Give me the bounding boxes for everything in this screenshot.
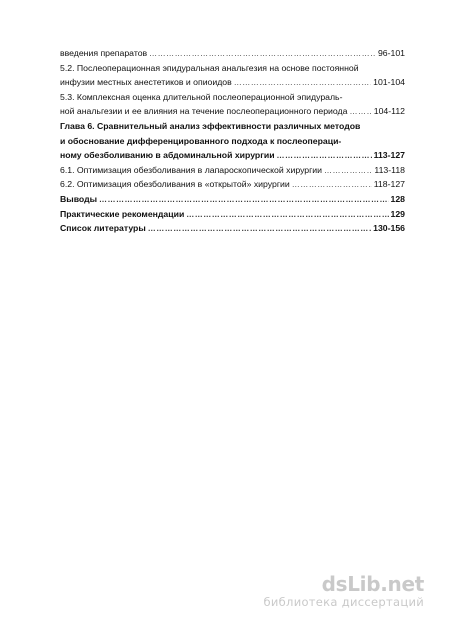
toc-line-6 [60,119,405,134]
toc-text: введения препаратов [60,48,148,58]
toc-text: 5.3. Комплексная оценка длительной послеоперационной эпидураль- [60,91,343,102]
toc-line-4 [60,90,405,105]
dot-leader [99,193,388,208]
toc-line-2 [60,61,405,76]
dot-leader [277,149,372,164]
dot-leader [149,47,376,62]
toc-line-3 [60,75,405,90]
toc-line-5 [60,104,405,119]
dot-leader [234,76,371,91]
dot-leader [186,208,388,223]
toc-pages: 129 [390,208,405,219]
toc-pages: 96-101 [377,48,405,58]
toc-section-title: Список литературы [60,223,146,234]
dot-leader [349,105,371,120]
dot-leader [292,178,372,193]
watermark [263,573,424,609]
toc-pages: 130-156 [373,223,405,234]
toc-line-1 [60,46,405,61]
table-of-contents [60,46,405,236]
watermark-logo: dsLib.net [321,572,424,596]
dot-leader [148,222,371,237]
toc-line-12 [60,207,405,222]
toc-pages: 128 [390,193,405,204]
toc-pages: 113-118 [374,164,405,175]
dot-leader [324,164,372,179]
watermark-subtitle: библиотека диссертаций [263,595,424,609]
toc-line-7 [60,134,405,149]
toc-line-8 [60,148,405,163]
toc-chapter-title: ному обезболиванию в абдоминальной хирургии [60,150,275,161]
toc-text: ной анальгезии и ее влияния на течение послеоперационного периода [60,106,348,117]
toc-section-title: Выводы [60,193,98,204]
toc-pages: 104-112 [373,106,405,117]
toc-text: инфузии местных анестетиков и опиоидов [60,77,232,88]
toc-pages: 118-127 [373,179,405,190]
toc-line-11 [60,192,405,207]
toc-pages: 101-104 [373,77,405,88]
toc-line-10 [60,177,405,192]
toc-chapter-title: и обоснование дифференцированного подхода к послеопераци- [60,135,342,146]
toc-chapter-title: Глава 6. Сравнительный анализ эффективности различных методов [60,120,361,131]
toc-pages: 113-127 [373,150,405,161]
toc-line-13 [60,221,405,236]
toc-text: 6.1. Оптимизация обезболивания в лапароскопической хирургии [60,164,323,175]
toc-line-9 [60,163,405,178]
toc-text: 5.2. Послеоперационная эпидуральная анальгезия на основе постоянной [60,62,359,73]
toc-text: 6.2. Оптимизация обезболивания в «открытой» хирургии [60,179,290,190]
toc-section-title: Практические рекомендации [60,208,185,219]
